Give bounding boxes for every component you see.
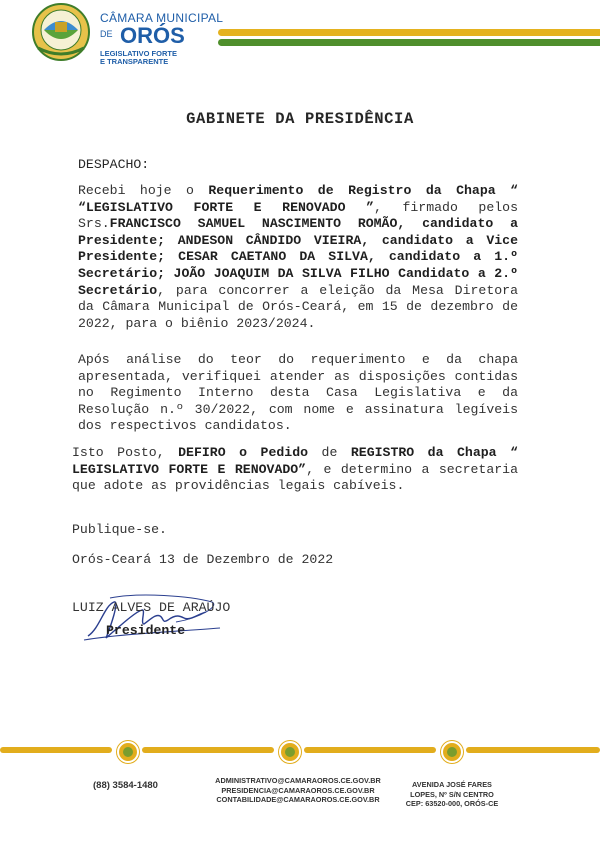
slogan-line-1: LEGISLATIVO FORTE [100,49,177,58]
footer-logo-2 [279,741,301,763]
paragraph-1-run: , para concorrer a eleição da Mesa Diretora da Câmara Municipal de Orós-Ceará, em 15 de dezembro de 2022, para o biênio 2023/2024. [78,282,518,331]
footer-address-line-1: AVENIDA JOSÉ FARES [412,780,492,789]
paragraph-2: Após análise do teor do requerimento e da chapa apresentada, verifiquei atender as disposições contidas no Regimento Interno desta Casa Legislativa e da Resolução n.º 30/2022, com nome e assinatura legíveis dos respectivos candidatos. [78,352,518,434]
footer-address [392,780,512,809]
org-name: ORÓS [119,23,185,48]
document-title: GABINETE DA PRESIDÊNCIA [186,110,414,128]
paragraph-1-run: FRANCISCO SAMUEL NASCIMENTO ROMÃO, candidato a Presidente; ANDESON CÂNDIDO VIEIRA, candidato a Vice Presidente; CESAR CAETANO DA SILVA, candidato a 1.º Secretário; JOÃO JOAQUIM DA SILVA FILHO Candidato a 2.º Secretário [78,216,518,298]
slogan-line-2: E TRANSPARENTE [100,57,169,66]
footer-logo-3 [441,741,463,763]
despacho-label: DESPACHO: [78,157,150,172]
footer-address-line-2: LOPES, Nº S/N CENTRO [410,789,494,799]
publique-line: Publique-se. [72,522,167,537]
municipal-seal-logo [28,2,94,62]
org-line-1: CÂMARA MUNICIPAL [100,11,224,25]
date-line: Orós-Ceará 13 de Dezembro de 2022 [72,552,334,567]
signer-name: LUIZ ALVES DE ARAÚJO [72,600,231,615]
paragraph-3-run: DEFIRO o Pedido [178,445,309,460]
footer-logo-1 [117,741,139,763]
paragraph-3-run: , e determino a secretaria que adote as providências legais cabíveis. [72,461,519,494]
signer-role: Presidente [106,623,186,638]
paragraph-3 [72,445,518,495]
org-slogan [100,50,223,66]
footer-address-line-3: CEP: 63520-000, ORÓS-CE [405,799,499,808]
footer-stripe-mid-left [142,747,274,753]
paragraph-1-run: Recebi hoje o [78,183,209,198]
paragraph-1 [78,183,518,332]
paragraph-3-run: de [308,445,351,460]
paragraph-3-run: REGISTRO da Chapa “ LEGISLATIVO FORTE E RENOVADO” [72,445,518,477]
paragraph-1-run: , firmado pelos Srs. [78,199,518,232]
footer-stripe-left [0,747,112,753]
footer-emails [208,776,388,805]
footer-stripe-mid-right [304,747,436,753]
paragraph-3-run: Isto Posto, [72,445,179,460]
footer-email-administrativo: ADMINISTRATIVO@CAMARAOROS.CE.GOV.BR [215,776,381,785]
organization-name-block [100,12,223,66]
footer-phone: (88) 3584-1480 [93,780,158,791]
footer-stripe-right [466,747,600,753]
footer-email-contabilidade: CONTABILIDADE@CAMARAOROS.CE.GOV.BR [216,795,380,804]
paragraph-1-run: Requerimento de Registro da Chapa “ “LEGISLATIVO FORTE E RENOVADO ” [78,183,519,215]
header-gold-stripe [218,29,600,36]
header-green-stripe [218,39,600,46]
footer-email-presidencia: PRESIDENCIA@CAMARAOROS.CE.GOV.BR [221,785,375,795]
org-line-2: DE [100,29,113,39]
